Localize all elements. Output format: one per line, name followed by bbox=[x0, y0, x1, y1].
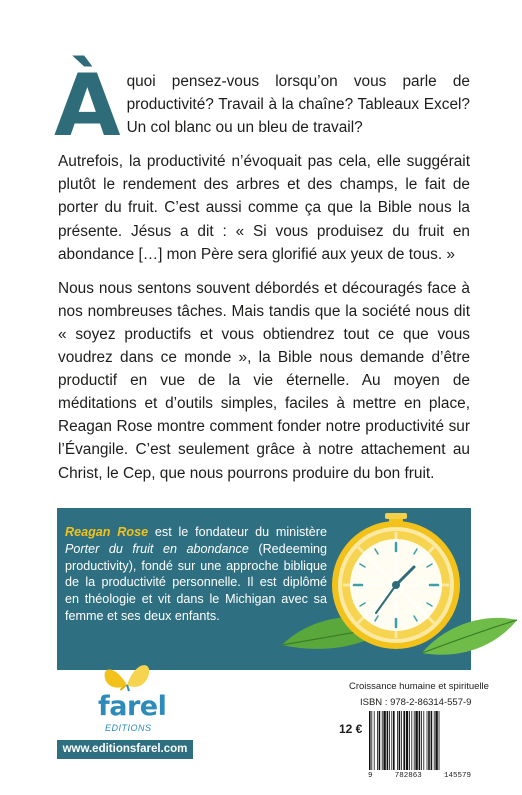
barcode-bar bbox=[389, 711, 390, 770]
publisher-name: farel bbox=[98, 691, 167, 722]
barcode-bar bbox=[428, 711, 430, 770]
barcode-digits bbox=[368, 772, 471, 780]
barcode-bar bbox=[383, 711, 385, 770]
barcode-bar bbox=[419, 711, 421, 770]
blurb bbox=[54, 56, 470, 496]
barcode-digit-3: 145579 bbox=[443, 772, 471, 780]
bio-text-1: est le fondateur du ministère bbox=[148, 525, 327, 539]
isbn-label: ISBN : 978-2-86314-557-9 bbox=[360, 697, 472, 708]
price-label: 12 € bbox=[339, 722, 363, 736]
barcode-bar bbox=[397, 711, 398, 770]
barcode-bar bbox=[403, 711, 405, 770]
barcode-bar bbox=[393, 711, 395, 770]
intro-text: quoi pensez-vous lorsqu’on vous parle de productivité? Travail à la chaîne? Tableaux Excel? Un col blanc ou un bleu de travail? bbox=[126, 73, 470, 137]
barcode-bar bbox=[435, 711, 437, 770]
barcode-bar bbox=[379, 711, 381, 770]
dropcap: À bbox=[54, 56, 121, 156]
barcode-bar bbox=[414, 711, 415, 770]
paragraph-2: Autrefois, la productivité n’évoquait pas cela, elle suggérait plutôt le rendement des arbres et des champs, le fait de porter du fruit. C’est aussi comme ça que la Bible nous la présente. Jésus a dit : « Si vous produisez du fruit en abondance […] mon Père sera glorifié aux yeux de tous. » bbox=[58, 153, 470, 263]
paragraph-3: Nous nous sentons souvent débordés et découragés face à nos nombreuses tâches. Mais tandis que la société nous dit « soyez productifs et vous obtiendrez tout ce que vous voudrez dans ce monde », la Bible nous demande d’être productif en vue de la vie éternelle. Au moyen de méditations et d’outils simples, faciles à mettre en place, Reagan Rose montre comment fonder notre productivité sur l’Évangile. C’est seulement grâce à notre attachement au Christ, le Cep, que nous pourrons produire du bon fruit. bbox=[58, 279, 470, 482]
barcode-bar bbox=[423, 711, 424, 770]
barcode bbox=[368, 711, 471, 770]
barcode-bar bbox=[434, 711, 435, 770]
barcode-bar bbox=[371, 711, 372, 770]
barcode-digit-2: 782863 bbox=[394, 772, 422, 780]
barcode-bar bbox=[401, 711, 402, 770]
barcode-bar bbox=[431, 711, 433, 770]
barcode-bar bbox=[399, 711, 401, 770]
barcode-bar bbox=[382, 711, 383, 770]
barcode-bar bbox=[406, 711, 408, 770]
barcode-bar bbox=[377, 711, 378, 770]
publisher-sub: EDITIONS bbox=[105, 723, 152, 733]
author-name: Reagan Rose bbox=[65, 525, 149, 539]
barcode-bar bbox=[421, 711, 422, 770]
barcode-bar bbox=[439, 711, 440, 770]
barcode-bar bbox=[374, 711, 375, 770]
bio-text-2: (Redeeming productivity), fondé sur une approche biblique de la productivité personnelle. Il est diplômé en théologie et vit dans le Michigan avec sa femme et ses deux enfants. bbox=[65, 541, 327, 623]
barcode-bar bbox=[415, 711, 417, 770]
intro-paragraph bbox=[54, 56, 470, 156]
category-label: Croissance humaine et spirituelle bbox=[349, 681, 489, 692]
barcode-bar bbox=[427, 711, 428, 770]
barcode-bar bbox=[369, 711, 371, 770]
barcode-bar bbox=[391, 711, 392, 770]
website-link[interactable]: www.editionsfarel.com bbox=[57, 740, 193, 759]
barcode-digit-1: 9 bbox=[368, 772, 373, 780]
barcode-bar bbox=[411, 711, 412, 770]
lemon-clock-illustration bbox=[272, 505, 522, 683]
barcode-bar bbox=[387, 711, 389, 770]
ministry-name: Porter du fruit en abondance bbox=[65, 541, 249, 556]
barcode-bar bbox=[409, 711, 410, 770]
